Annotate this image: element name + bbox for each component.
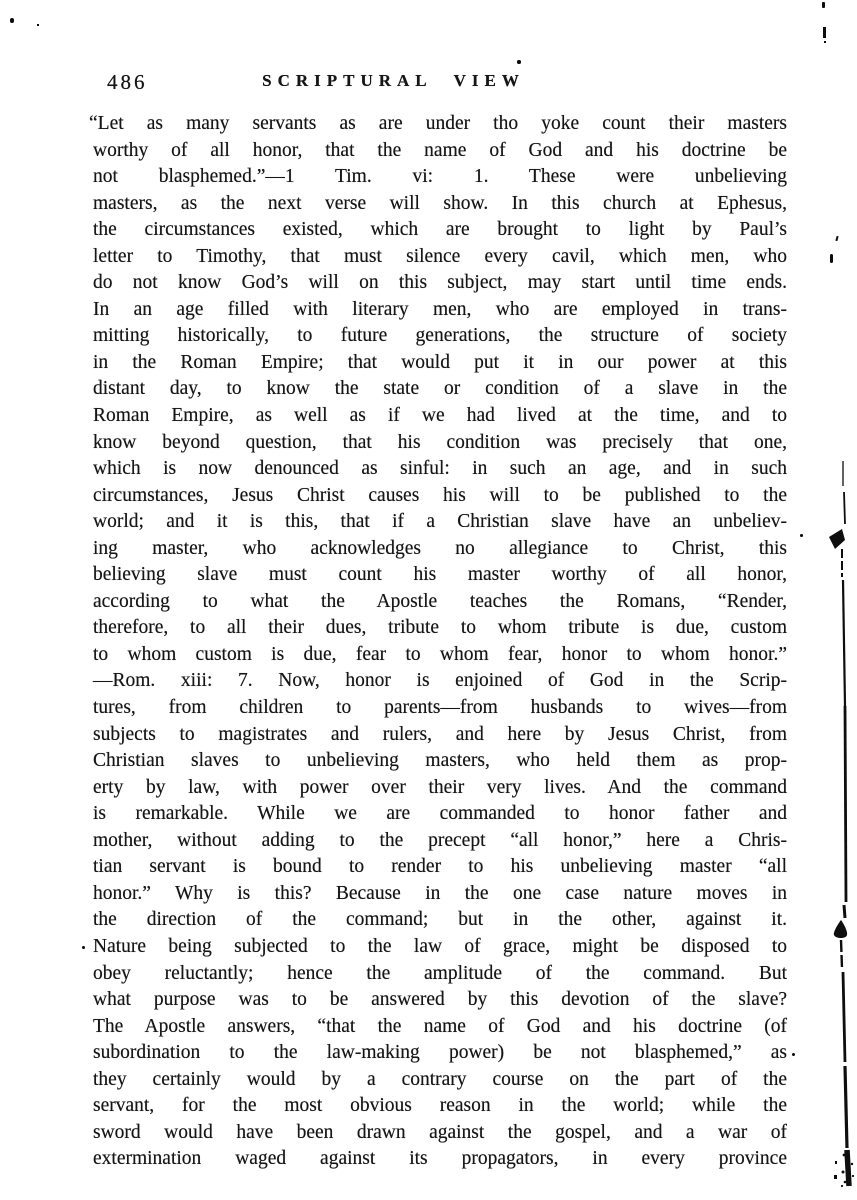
text-line: to whom custom is due, fear to whom fear, honor to whom honor.” — [93, 643, 787, 665]
text-line: distant day, to know the state or condition of a slave in the — [93, 378, 787, 400]
page-number: 486 — [107, 70, 148, 94]
text-line: servant, for the most obvious reason in the world; while the — [93, 1095, 787, 1117]
text-line: subordination to the law-making power) be not blasphemed,” as — [93, 1042, 787, 1064]
text-line: mitting historically, to future generations, the structure of society — [93, 325, 787, 347]
text-line: sword would have been drawn against the gospel, and a war of — [93, 1121, 787, 1143]
ink-speck — [37, 24, 39, 26]
text-line: therefore, to all their dues, tribute to whom tribute is due, custom — [93, 617, 787, 639]
text-line: extermination waged against its propagators, in every province — [93, 1148, 787, 1170]
text-line: subjects to magistrates and rulers, and here by Jesus Christ, from — [93, 723, 787, 745]
text-line: world; and it is this, that if a Christian slave have an unbeliev- — [93, 511, 787, 533]
text-line: in the Roman Empire; that would put it in our power at this — [93, 351, 787, 373]
text-line: —Rom. xiii: 7. Now, honor is enjoined of God in the Scrip- — [93, 670, 787, 692]
text-line: the circumstances existed, which are brought to light by Paul’s — [93, 219, 787, 241]
ink-speck — [835, 1161, 837, 1164]
text-line: worthy of all honor, that the name of God and his doctrine be — [93, 139, 787, 161]
text-line: erty by law, with power over their very lives. And the command — [93, 776, 787, 798]
text-line: the direction of the command; but in the other, against it. — [93, 909, 787, 931]
text-line: “Let as many servants as are under tho yoke count their masters — [89, 113, 787, 134]
text-line: obey reluctantly; hence the amplitude of the command. But — [93, 962, 787, 984]
text-line: Nature being subjected to the law of grace, might be disposed to — [93, 935, 787, 957]
ink-speck — [10, 18, 14, 23]
text-line: believing slave must count his master worthy of all honor, — [93, 564, 787, 586]
ink-speck — [834, 1175, 837, 1179]
ink-speck — [824, 41, 826, 43]
ink-speck — [835, 236, 838, 241]
scan-crease-line — [820, 455, 857, 1195]
text-line: which is now denounced as sinful: in such an age, and in such — [93, 458, 787, 480]
running-header-title: SCRIPTURAL VIEW — [262, 71, 525, 90]
text-line: is remarkable. While we are commanded to honor father and — [93, 803, 787, 825]
text-line: letter to Timothy, that must silence every cavil, which men, who — [93, 245, 787, 267]
text-line: Roman Empire, as well as if we had lived at the time, and to — [93, 405, 787, 427]
text-line: The Apostle answers, “that the name of God and his doctrine (of — [93, 1015, 787, 1037]
text-line: honor.” Why is this? Because in the one case nature moves in — [93, 882, 787, 904]
text-line: mother, without adding to the precept “all honor,” here a Chris- — [93, 829, 787, 851]
ink-speck — [823, 27, 826, 38]
text-line: what purpose was to be answered by this devotion of the slave? — [93, 989, 787, 1011]
text-line: know beyond question, that his condition was precisely that one, — [93, 431, 787, 453]
text-line: do not know God’s will on this subject, may start until time ends. — [93, 272, 787, 294]
text-line: tian servant is bound to render to his unbelieving master “all — [93, 856, 787, 878]
text-line: circumstances, Jesus Christ causes his will to be published to the — [93, 484, 787, 506]
ink-speck — [822, 2, 825, 8]
text-line: ing master, who acknowledges no allegiance to Christ, this — [93, 537, 787, 559]
text-line: In an age filled with literary men, who are employed in trans- — [93, 298, 787, 320]
page-text — [89, 111, 787, 1173]
ink-speck — [792, 1053, 795, 1056]
text-line: not blasphemed.”—1 Tim. vi: 1. These were unbelieving — [93, 166, 787, 188]
ink-speck — [82, 946, 85, 949]
text-line: they certainly would by a contrary course on the part of the — [93, 1068, 787, 1090]
text-line: according to what the Apostle teaches the Romans, “Render, — [93, 590, 787, 612]
text-line: tures, from children to parents—from husbands to wives—from — [93, 697, 787, 719]
ink-speck — [517, 60, 521, 64]
ink-speck — [800, 534, 803, 537]
text-line: Christian slaves to unbelieving masters, who held them as prop- — [93, 750, 787, 772]
text-line: masters, as the next verse will show. In this church at Ephesus, — [93, 192, 787, 214]
ink-speck — [830, 254, 833, 263]
